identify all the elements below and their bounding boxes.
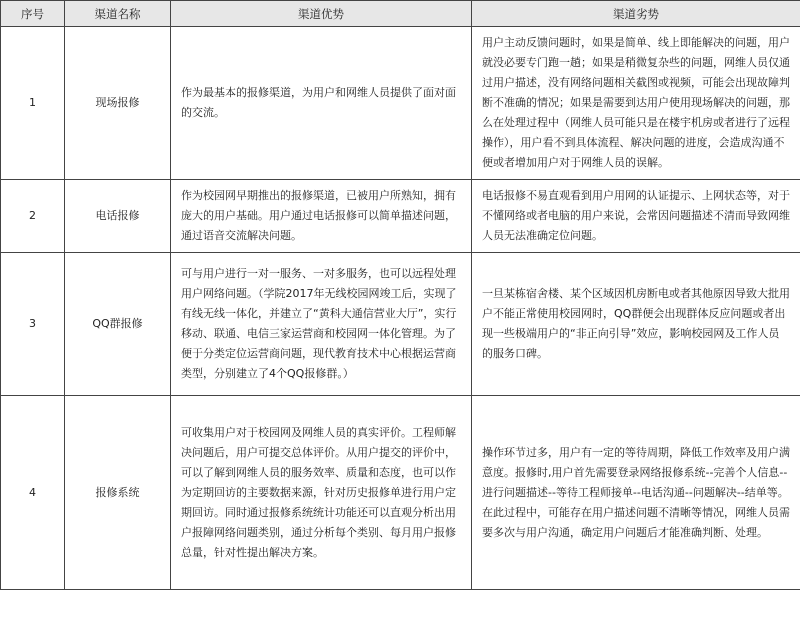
header-disadvantages: 渠道劣势 xyxy=(472,1,800,27)
row-index: 3 xyxy=(1,253,65,396)
row-disadvantages: 操作环节过多，用户有一定的等待周期，降低工作效率及用户满意度。报修时,用户首先需要登录网络报修系统--完善个人信息--进行问题描述--等待工程师接单--电话沟通--问题解决--结单等。在此过程中，可能存在用户描述问题不清晰等情况，网维人员需要多次与用户沟通，确定用户问题后才能准确判断、处理。 xyxy=(472,396,800,590)
row-advantages: 作为最基本的报修渠道，为用户和网维人员提供了面对面的交流。 xyxy=(171,27,472,180)
row-channel-name: QQ群报修 xyxy=(65,253,171,396)
row-disadvantages: 用户主动反馈问题时，如果是简单、线上即能解决的问题，用户就没必要专门跑一趟；如果是稍微复杂些的问题，网维人员仅通过用户描述，没有网络问题相关截图或视频，可能会出现故障判断不准确的情况；如果是需要到达用户使用现场解决的问题，那么在处理过程中（网维人员可能只是在楼宇机房或者进行了远程操作），用户看不到具体流程、解决问题的进度，会造成沟通不便或者增加用户对于网维人员的误解。 xyxy=(472,27,800,180)
header-index: 序号 xyxy=(1,1,65,27)
table-row xyxy=(1,27,800,180)
row-advantages: 可收集用户对于校园网及网维人员的真实评价。工程师解决问题后，用户可提交总体评价。从用户提交的评价中，可以了解到网维人员的服务效率、质量和态度，也可以作为定期回访的主要数据来源，针对历史报修单进行用户定期回访。同时通过报修系统统计功能还可以直观分析出用户报障网络问题类别，通过分析每个类别、每月用户报修总量，针对性提出解决方案。 xyxy=(171,396,472,590)
table-row xyxy=(1,180,800,253)
header-advantages: 渠道优势 xyxy=(171,1,472,27)
row-channel-name: 电话报修 xyxy=(65,180,171,253)
row-index: 1 xyxy=(1,27,65,180)
row-index: 2 xyxy=(1,180,65,253)
row-channel-name: 现场报修 xyxy=(65,27,171,180)
row-channel-name: 报修系统 xyxy=(65,396,171,590)
row-advantages: 可与用户进行一对一服务、一对多服务，也可以远程处理用户网络问题。（学院2017年无线校园网竣工后，实现了有线无线一体化，并建立了“黄科大通信营业大厅”，实行移动、联通、电信三家运营商和校园网一体化管理。为了便于分类定位运营商问题，现代教育技术中心根据运营商类型，分别建立了4个QQ报修群。） xyxy=(171,253,472,396)
row-disadvantages: 一旦某栋宿舍楼、某个区域因机房断电或者其他原因导致大批用户不能正常使用校园网时，QQ群便会出现群体反应问题或者出现一些极端用户的“非正向引导”效应，影响校园网及工作人员的服务口碑。 xyxy=(472,253,800,396)
row-disadvantages: 电话报修不易直观看到用户用网的认证提示、上网状态等，对于不懂网络或者电脑的用户来说，会常因问题描述不清而导致网维人员无法准确定位问题。 xyxy=(472,180,800,253)
header-channel-name: 渠道名称 xyxy=(65,1,171,27)
row-index: 4 xyxy=(1,396,65,590)
table-header-row xyxy=(1,1,800,27)
table-row xyxy=(1,396,800,590)
table-row xyxy=(1,253,800,396)
row-advantages: 作为校园网早期推出的报修渠道，已被用户所熟知，拥有庞大的用户基础。用户通过电话报修可以简单描述问题，通过语音交流解决问题。 xyxy=(171,180,472,253)
